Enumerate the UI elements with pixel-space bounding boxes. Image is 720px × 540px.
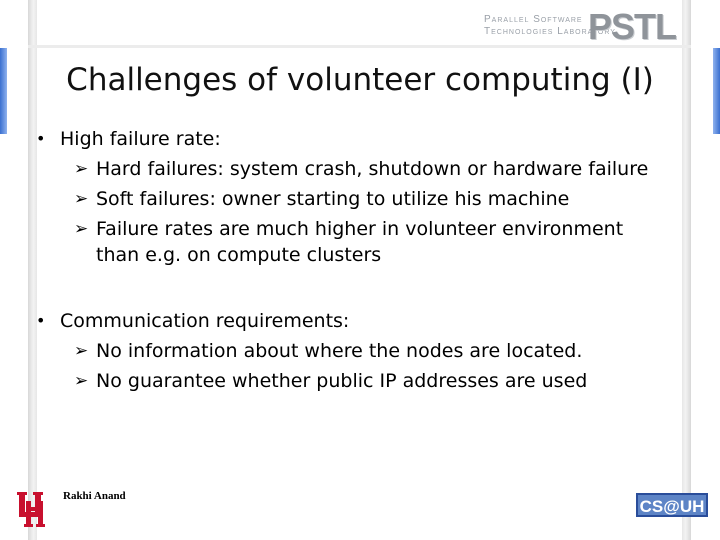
pstl-logo-line2: Technologies Laboratory xyxy=(484,26,616,37)
sub-bullet xyxy=(36,214,681,244)
arrow-bullet-icon: ➢ xyxy=(74,341,89,361)
cs-uh-badge: CS@UH xyxy=(636,493,708,517)
sub-bullet xyxy=(36,336,681,366)
sub-bullet xyxy=(36,184,681,214)
arrow-bullet-icon: ➢ xyxy=(74,159,89,179)
sub-bullet xyxy=(36,154,681,184)
uh-logo-icon xyxy=(17,489,47,527)
sub-bullet xyxy=(36,366,681,396)
bullet-dot-icon: • xyxy=(36,129,46,148)
bullet-text: Communication requirements: xyxy=(60,310,350,332)
arrow-bullet-icon: ➢ xyxy=(74,189,89,209)
slide-content xyxy=(36,124,681,396)
bullet-high-failure-rate xyxy=(36,124,681,154)
arrow-bullet-icon: ➢ xyxy=(74,371,89,391)
author-name: Rakhi Anand xyxy=(63,490,126,502)
pstl-logo-mark: PSTL xyxy=(587,6,676,47)
slide-title: Challenges of volunteer computing (I) xyxy=(66,62,654,98)
sub-bullet-text: Soft failures: owner starting to utilize his machine xyxy=(96,188,570,210)
sub-bullet-text: No information about where the nodes are located. xyxy=(96,340,583,362)
sub-bullet-text: Hard failures: system crash, shutdown or hardware failure xyxy=(96,158,649,180)
pstl-logo xyxy=(484,6,680,47)
bullet-dot-icon: • xyxy=(36,311,46,330)
bullet-communication-requirements xyxy=(36,306,681,336)
sub-bullet-continuation: than e.g. on compute clusters xyxy=(96,244,382,266)
sub-bullet-text: No guarantee whether public IP addresses are used xyxy=(96,370,588,392)
pstl-logo-line1: Parallel Software xyxy=(484,14,583,25)
sub-bullet-text: Failure rates are much higher in volunteer environment xyxy=(96,218,624,240)
bullet-text: High failure rate: xyxy=(60,128,221,150)
arrow-bullet-icon: ➢ xyxy=(74,219,89,239)
